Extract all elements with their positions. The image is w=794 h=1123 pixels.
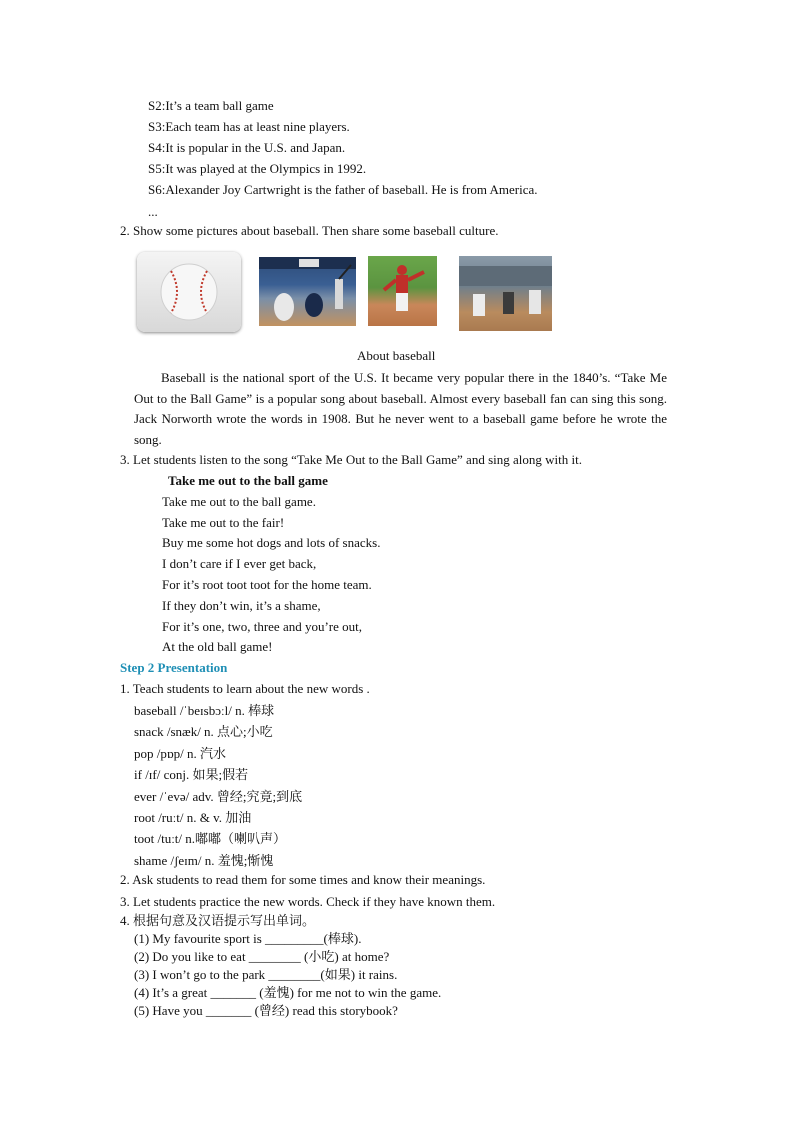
vocab-baseball: baseball /ˈbeɪsbɔːl/ n. 棒球 (134, 703, 275, 718)
exercise-1: (1) My favourite sport is _________(棒球). (134, 931, 362, 946)
presentation-item-4: 4. 根据句意及汉语提示写出单词。 (120, 913, 316, 928)
baseball-players-image (459, 256, 552, 331)
song-line: For it’s one, two, three and you’re out, (162, 619, 363, 634)
sentence-s5: S5:It was played at the Olympics in 1992. (148, 161, 367, 176)
presentation-item-2: 2. Ask students to read them for some times and know their meanings. (120, 872, 486, 887)
exercise-5: (5) Have you _______ (曾经) read this storybook? (134, 1003, 398, 1018)
exercise-3: (3) I won’t go to the park ________(如果) it rains. (134, 967, 398, 982)
sentence-s3: S3:Each team has at least nine players. (148, 119, 350, 134)
vocab-ever: ever /ˈevə/ adv. 曾经;究竟;到底 (134, 789, 303, 804)
presentation-item-3: 3. Let students practice the new words. Check if they have known them. (120, 894, 496, 909)
about-paragraph: Baseball is the national sport of the U.S. It became very popular there in the 1840’s. “Take Me Out to the Ball Game” is a popular song about baseball. Almost every baseball fan can sing this song. Jack Norworth wrote the words in 1908. But he never went to a baseball game before he wrote the song. (134, 370, 667, 447)
item-2: 2. Show some pictures about baseball. Then share some baseball culture. (120, 223, 499, 238)
exercise-4: (4) It’s a great _______ (羞愧) for me not to win the game. (134, 985, 442, 1000)
baseball-ball-image (137, 252, 241, 332)
vocab-root: root /ruːt/ n. & v. 加油 (134, 810, 252, 825)
vocab-shame: shame /ʃeɪm/ n. 羞愧;惭愧 (134, 853, 274, 868)
baseball-pitcher-image (368, 256, 437, 326)
sentence-s4: S4:It is popular in the U.S. and Japan. (148, 140, 346, 155)
song-line: If they don’t win, it’s a shame, (162, 598, 321, 613)
item-3: 3. Let students listen to the song “Take Me Out to the Ball Game” and sing along with it. (120, 452, 582, 467)
song-line: I don’t care if I ever get back, (162, 556, 317, 571)
exercise-2: (2) Do you like to eat ________ (小吃) at home? (134, 949, 390, 964)
song-title: Take me out to the ball game (168, 473, 328, 488)
step-2-heading: Step 2 Presentation (120, 660, 228, 675)
sentence-ellipsis: ... (148, 204, 158, 219)
baseball-batter-image (259, 257, 356, 326)
sentence-s2: S2:It’s a team ball game (148, 98, 274, 113)
sentence-s6: S6:Alexander Joy Cartwright is the father of baseball. He is from America. (148, 182, 538, 197)
song-line: For it’s root toot toot for the home team. (162, 577, 372, 592)
song-line: Take me out to the fair! (162, 515, 285, 530)
song-line: Buy me some hot dogs and lots of snacks. (162, 535, 381, 550)
song-line: At the old ball game! (162, 639, 273, 654)
presentation-item-1: 1. Teach students to learn about the new words . (120, 681, 370, 696)
vocab-if: if /ɪf/ conj. 如果;假若 (134, 767, 249, 782)
vocab-pop: pop /pɒp/ n. 汽水 (134, 746, 227, 761)
song-line: Take me out to the ball game. (162, 494, 316, 509)
about-title: About baseball (357, 348, 436, 363)
vocab-toot: toot /tuːt/ n.嘟嘟（喇叭声） (134, 831, 287, 846)
vocab-snack: snack /snæk/ n. 点心;小吃 (134, 724, 273, 739)
